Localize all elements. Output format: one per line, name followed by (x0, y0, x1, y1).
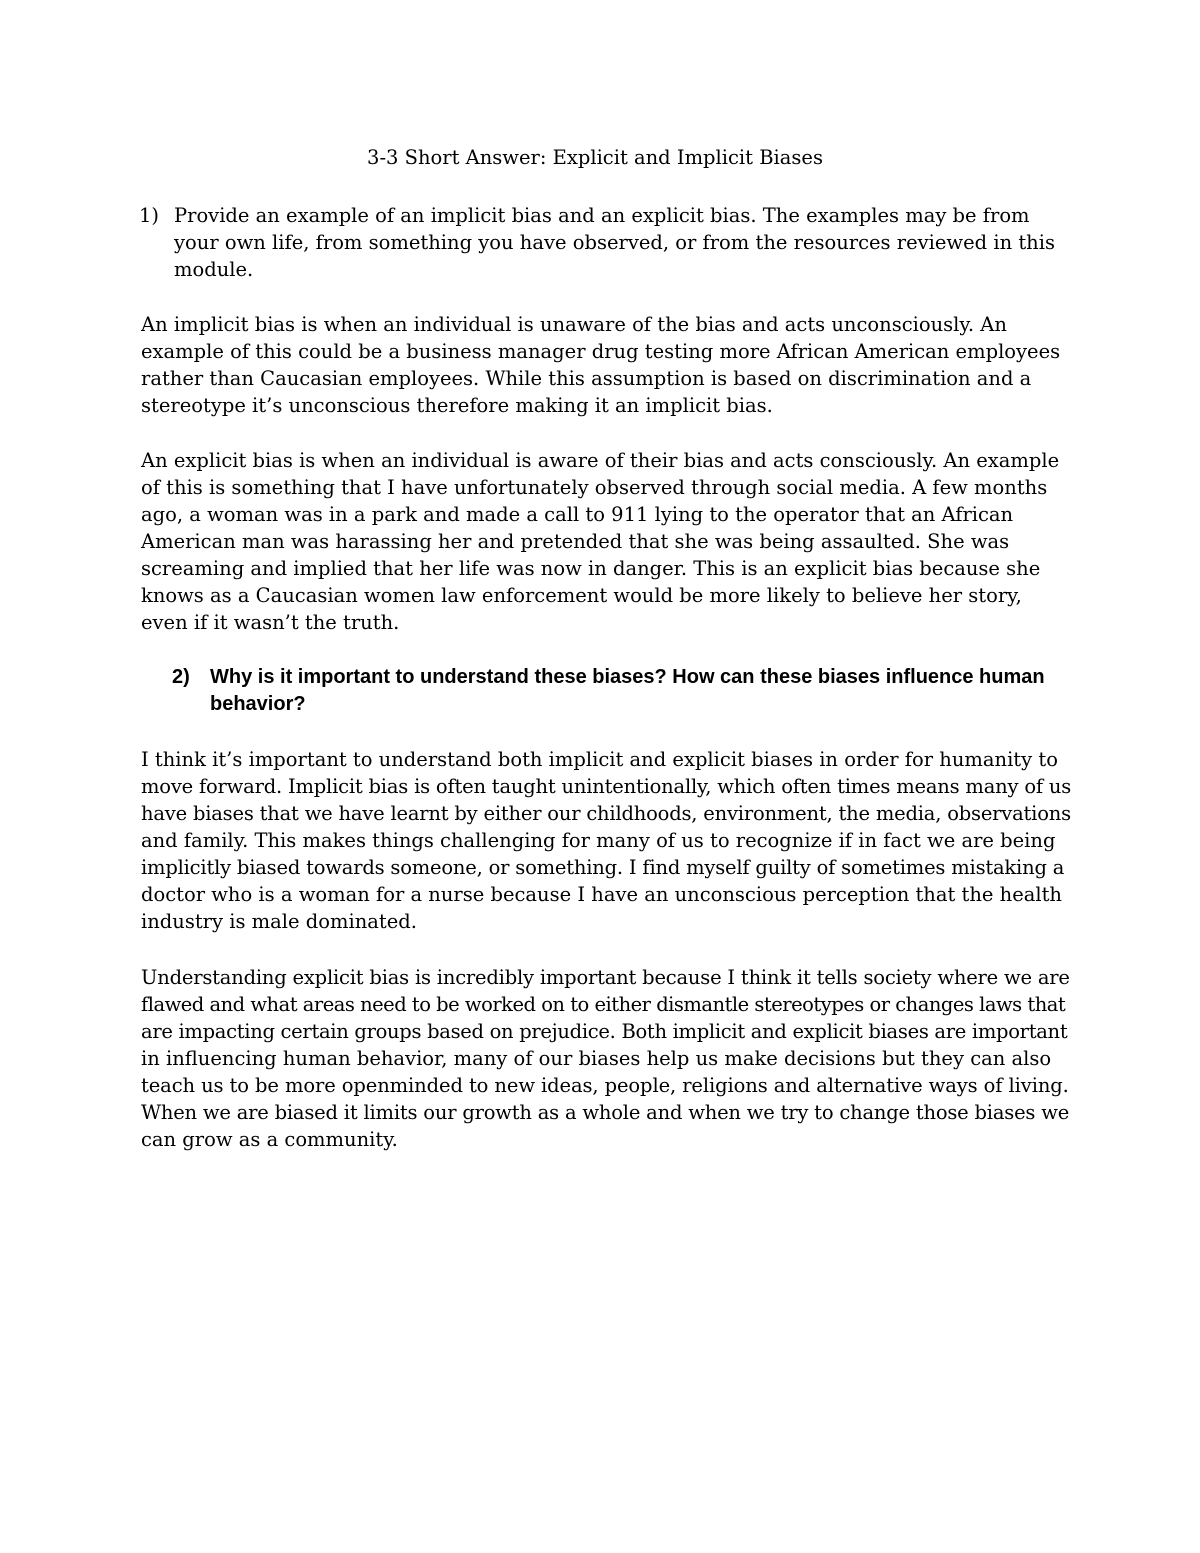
paragraph-line: in influencing human behavior, many of our biases help us make decisions but they can also (141, 1047, 1052, 1070)
paragraph-line: are impacting certain groups based on prejudice. Both implicit and explicit biases are important (141, 1020, 1068, 1043)
paragraph-line: industry is male dominated. (141, 910, 417, 933)
question-1-line: your own life, from something you have observed, or from the resources reviewed in this (174, 231, 1055, 254)
document-title: 3-3 Short Answer: Explicit and Implicit Biases (367, 146, 823, 169)
question-2-number: 2) (172, 666, 190, 688)
paragraph-line: ago, a woman was in a park and made a call to 911 lying to the operator that an African (141, 503, 1014, 526)
paragraph-line: and family. This makes things challenging for many of us to recognize if in fact we are being (141, 829, 1056, 852)
question-2-line: Why is it important to understand these biases? How can these biases influence human (210, 666, 1045, 688)
paragraph-line: implicitly biased towards someone, or something. I find myself guilty of sometimes mistaking a (141, 856, 1065, 879)
question-1 (139, 202, 1074, 283)
paragraph-line: of this is something that I have unfortunately observed through social media. A few months (141, 476, 1048, 499)
paragraph-line: example of this could be a business manager drug testing more African American employees (141, 340, 1061, 363)
paragraph-line: have biases that we have learnt by either our childhoods, environment, the media, observations (141, 802, 1071, 825)
paragraph-line: stereotype it’s unconscious therefore making it an implicit bias. (141, 394, 773, 417)
question-1-line: module. (174, 258, 254, 281)
paragraph-line: When we are biased it limits our growth as a whole and when we try to change those biases we (141, 1101, 1070, 1124)
paragraph-line: can grow as a community. (141, 1128, 398, 1151)
question-1-number: 1) (139, 204, 160, 227)
paragraph-line: An implicit bias is when an individual is unaware of the bias and acts unconsciously. An (141, 313, 1007, 336)
paragraph-line: teach us to be more openminded to new ideas, people, religions and alternative ways of living. (141, 1074, 1069, 1097)
paragraph-line: move forward. Implicit bias is often taught unintentionally, which often times means many of us (141, 775, 1072, 798)
paragraph-line: screaming and implied that her life was now in danger. This is an explicit bias because she (141, 557, 1041, 580)
answer-1-paragraph-2 (141, 447, 1071, 636)
paragraph-line: An explicit bias is when an individual is aware of their bias and acts consciously. An example (141, 449, 1060, 472)
answer-2-paragraph-1 (141, 746, 1071, 935)
paragraph-line: American man was harassing her and pretended that she was being assaulted. She was (141, 530, 1010, 553)
paragraph-line: even if it wasn’t the truth. (141, 611, 400, 634)
paragraph-line: doctor who is a woman for a nurse because I have an unconscious perception that the health (141, 883, 1062, 906)
paragraph-line: knows as a Caucasian women law enforcement would be more likely to believe her story, (141, 584, 1022, 607)
question-1-line: Provide an example of an implicit bias and an explicit bias. The examples may be from (174, 204, 1030, 227)
answer-1-paragraph-1 (141, 311, 1071, 419)
paragraph-line: Understanding explicit bias is incredibly important because I think it tells society where we are (141, 966, 1070, 989)
question-2 (172, 664, 1110, 718)
question-2-line: behavior? (210, 693, 306, 715)
answer-2-paragraph-2 (141, 964, 1071, 1153)
paragraph-line: rather than Caucasian employees. While this assumption is based on discrimination and a (141, 367, 1032, 390)
paragraph-line: I think it’s important to understand both implicit and explicit biases in order for humanity to (141, 748, 1058, 771)
paragraph-line: flawed and what areas need to be worked on to either dismantle stereotypes or changes laws that (141, 993, 1066, 1016)
